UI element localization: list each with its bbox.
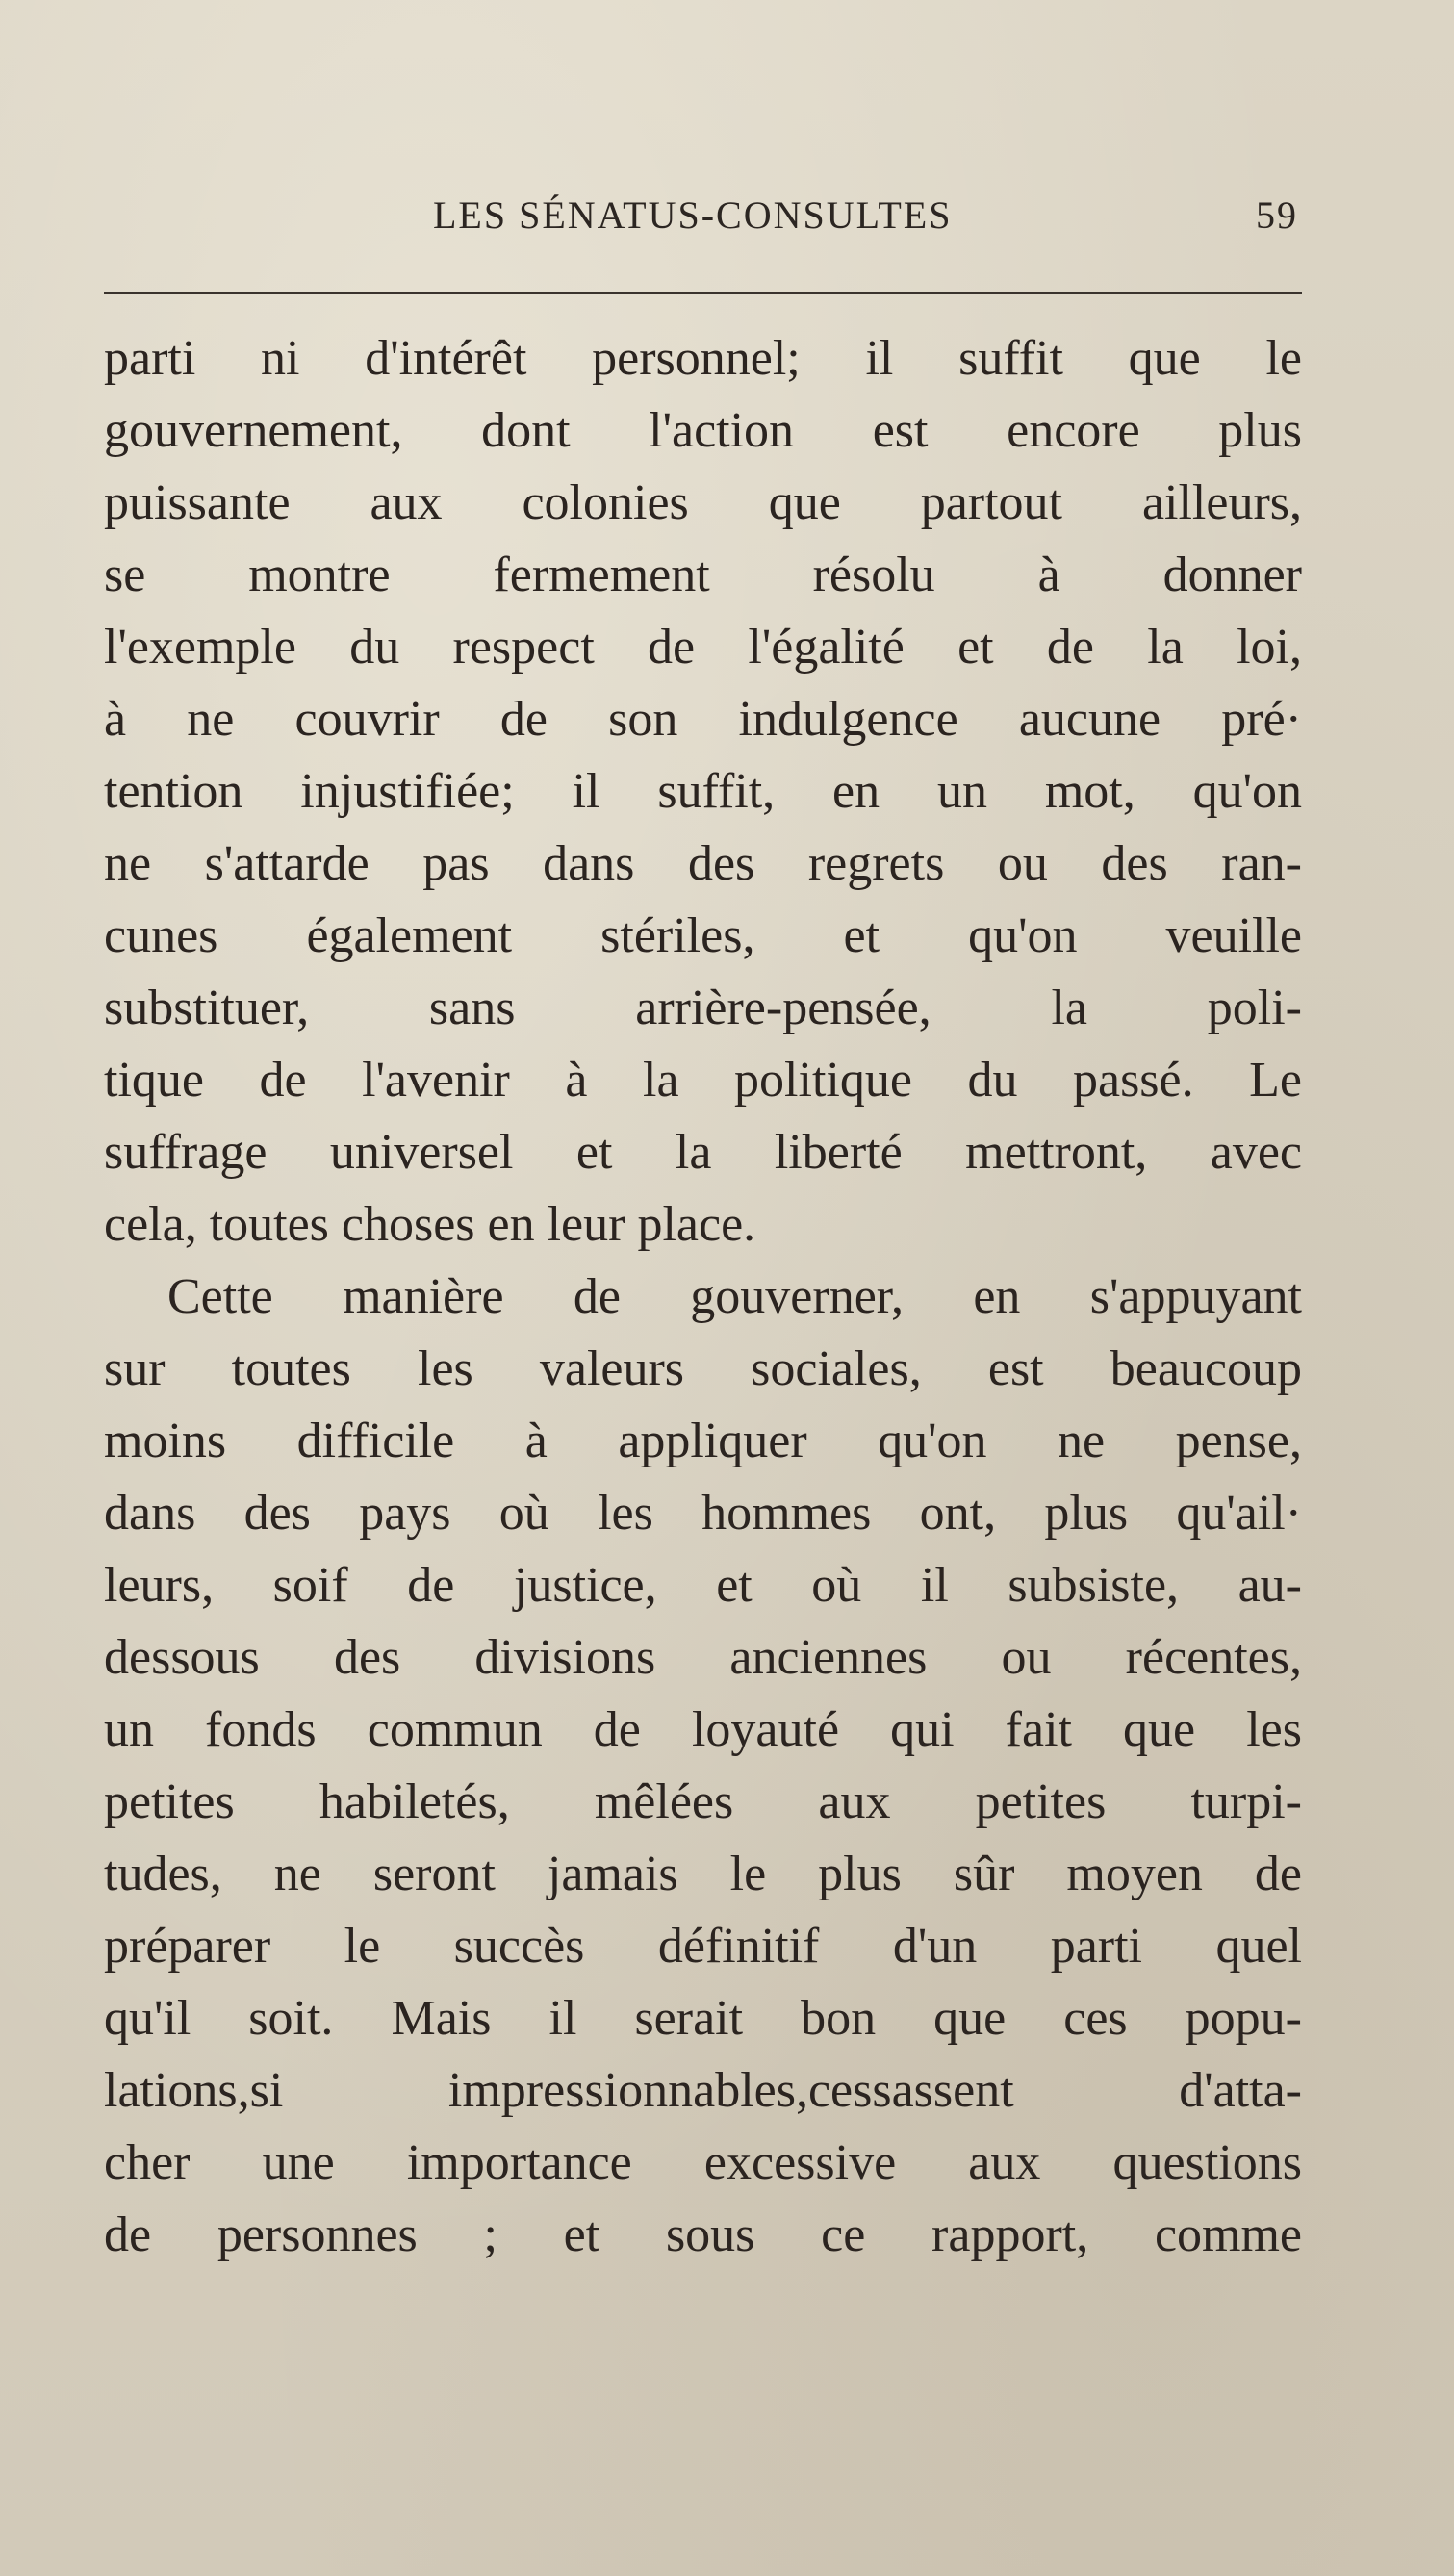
text-line: ne s'attarde pas dans des regrets ou des ran- — [104, 836, 1302, 891]
header-rule — [104, 292, 1302, 294]
running-title: LES SÉNATUS-CONSULTES — [433, 193, 953, 237]
text-line: un fonds commun de loyauté qui fait que les — [104, 1702, 1302, 1757]
text-line: leurs, soif de justice, et où il subsiste, au- — [104, 1558, 1302, 1613]
text-line: gouvernement, dont l'action est encore plus — [104, 403, 1302, 458]
text-line: dans des pays où les hommes ont, plus qu'ail· — [104, 1486, 1302, 1541]
text-line: cela, toutes choses en leur place. — [104, 1197, 756, 1252]
text-line: préparer le succès définitif d'un parti quel — [104, 1919, 1302, 1974]
text-line: tudes, ne seront jamais le plus sûr moyen de — [104, 1847, 1302, 1901]
text-line: tique de l'avenir à la politique du passé. Le — [104, 1053, 1302, 1108]
text-line: parti ni d'intérêt personnel; il suffit que le — [104, 331, 1302, 386]
text-line: cunes également stériles, et qu'on veuille — [104, 908, 1302, 963]
text-line: sur toutes les valeurs sociales, est beaucoup — [104, 1341, 1302, 1396]
text-line: qu'il soit. Mais il serait bon que ces popu- — [104, 1991, 1302, 2046]
text-line: se montre fermement résolu à donner — [104, 548, 1302, 602]
text-line: cher une importance excessive aux questions — [104, 2135, 1302, 2190]
text-line: substituer, sans arrière-pensée, la poli- — [104, 981, 1302, 1035]
text-line: petites habiletés, mêlées aux petites turpi- — [104, 1774, 1302, 1829]
page-header — [0, 192, 1454, 250]
body-text — [104, 322, 1302, 2271]
text-line: lations,si impressionnables,cessassent d'atta- — [104, 2063, 1302, 2118]
text-line: suffrage universel et la liberté mettront, avec — [104, 1125, 1302, 1180]
text-line: l'exemple du respect de l'égalité et de la loi, — [104, 620, 1302, 675]
text-line: Cette manière de gouverner, en s'appuyant — [167, 1269, 1302, 1324]
text-line: dessous des divisions anciennes ou récentes, — [104, 1630, 1302, 1685]
text-line: à ne couvrir de son indulgence aucune pré· — [104, 692, 1302, 747]
text-line: moins difficile à appliquer qu'on ne pense, — [104, 1414, 1302, 1468]
text-line: tention injustifiée; il suffit, en un mot, qu'on — [104, 764, 1302, 819]
page-number: 59 — [1256, 193, 1298, 237]
text-line: de personnes ; et sous ce rapport, comme — [104, 2207, 1302, 2262]
text-line: puissante aux colonies que partout ailleurs, — [104, 475, 1302, 530]
